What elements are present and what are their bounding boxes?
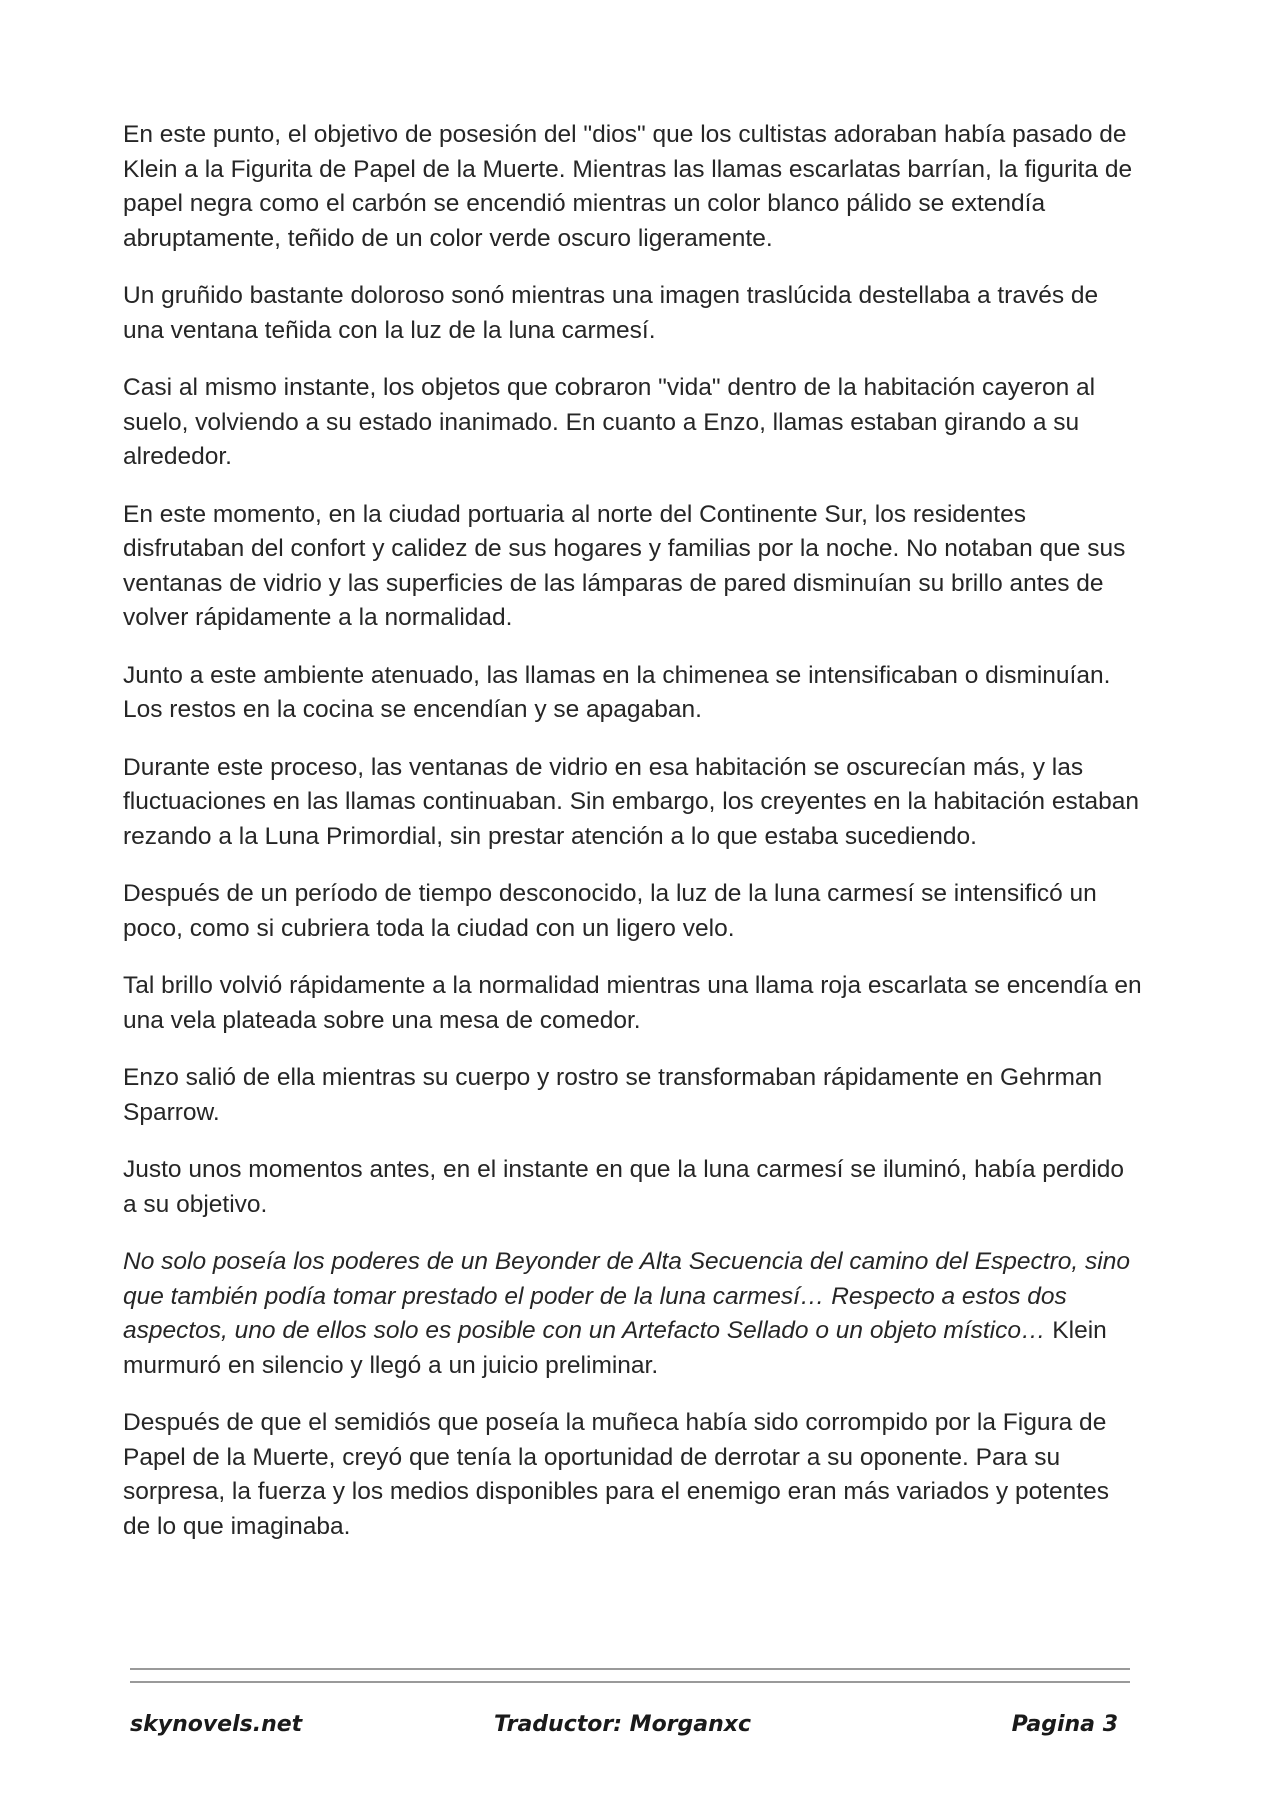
paragraph-2: Un gruñido bastante doloroso sonó mientras una imagen traslúcida destellaba a través de una ventana teñida con la luz de la luna carmesí.: [123, 282, 1099, 344]
paragraph-4: En este momento, en la ciudad portuaria al norte del Continente Sur, los residentes disfrutaban del confort y calidez de sus hogares y familias por la noche. No notaban que sus ventanas de vidrio y las superficies de las lámparas de pared disminuían su brillo antes de volver rápidamente a la normalidad.: [123, 500, 1126, 631]
paragraph-1: En este punto, el objetivo de posesión del "dios" que los cultistas adoraban había pasado de Klein a la Figurita de Papel de la Muerte. Mientras las llamas escarlatas barrían, la figurita de papel negra como el carbón se encendió mientras un color blanco pálido se extendía abruptamente, teñido de un color verde oscuro ligeramente.: [123, 121, 1133, 252]
paragraph-7: Después de un período de tiempo desconocido, la luz de la luna carmesí se intensificó un poco, como si cubriera toda la ciudad con un ligero velo.: [123, 880, 1097, 942]
footer-page-number: Pagina 3: [1011, 1712, 1118, 1737]
narration-text: Klein murmuró en silencio y llegó a un juicio preliminar.: [123, 1317, 1107, 1379]
paragraph-11: [123, 1245, 1143, 1383]
paragraph-10: Justo unos momentos antes, en el instante en que la luna carmesí se iluminó, había perdido a su objetivo.: [123, 1156, 1125, 1218]
paragraph-12: Después de que el semidiós que poseía la muñeca había sido corrompido por la Figura de Papel de la Muerte, creyó que tenía la oportunidad de derrotar a su oponente. Para su sorpresa, la fuerza y los medios disponibles para el enemigo eran más variados y potentes de lo que imaginaba.: [123, 1409, 1109, 1540]
paragraph-6: Durante este proceso, las ventanas de vidrio en esa habitación se oscurecían más, y las fluctuaciones en las llamas continuaban. Sin embargo, los creyentes en la habitación estaban rezando a la Luna Primordial, sin prestar atención a lo que estaba sucediendo.: [123, 753, 1140, 850]
footer-translator: Traductor: Morganxc: [494, 1712, 752, 1737]
chapter-body: [123, 118, 1143, 1567]
footer-divider-bottom: [130, 1681, 1130, 1683]
footer-divider-top: [130, 1668, 1130, 1670]
footer-site: skynovels.net: [130, 1712, 303, 1737]
paragraph-8: Tal brillo volvió rápidamente a la normalidad mientras una llama roja escarlata se encendía en una vela plateada sobre una mesa de comedor.: [123, 972, 1142, 1034]
paragraph-9: Enzo salió de ella mientras su cuerpo y rostro se transformaban rápidamente en Gehrman Sparrow.: [123, 1064, 1103, 1126]
paragraph-5: Junto a este ambiente atenuado, las llamas en la chimenea se intensificaban o disminuían. Los restos en la cocina se encendían y se apagaban.: [123, 661, 1111, 723]
inner-thought-text: No solo poseía los poderes de un Beyonder de Alta Secuencia del camino del Espectro, sino que también podía tomar prestado el poder de la luna carmesí… Respecto a estos dos aspectos, uno de ellos solo es posible con un Artefacto Sellado o un objeto místico…: [123, 1248, 1130, 1344]
paragraph-3: Casi al mismo instante, los objetos que cobraron "vida" dentro de la habitación cayeron al suelo, volviendo a su estado inanimado. En cuanto a Enzo, llamas estaban girando a su alrededor.: [123, 374, 1096, 470]
